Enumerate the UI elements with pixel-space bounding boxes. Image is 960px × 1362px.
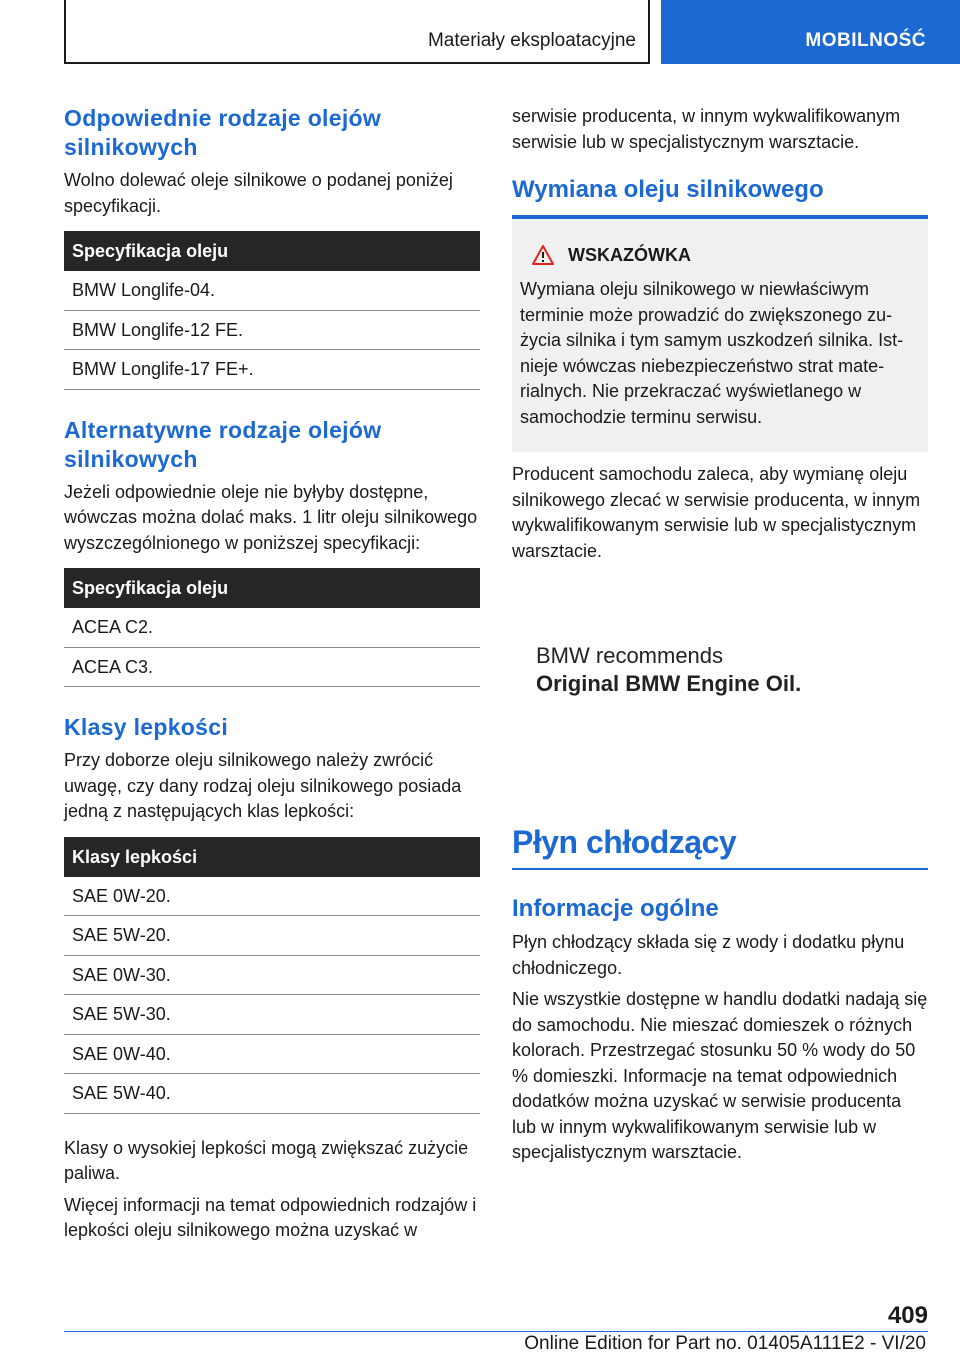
- notice-text: Wymiana oleju silnikowego w niewłaściwym terminie może prowadzić do zwiększonego zużycia silnika i tym samym uszkodzeń silnika. Istnieje wówczas niebezpieczeństwo strat materialnych. Nie przekraczać wyświetlanego w samochodzie terminu serwisu.: [520, 279, 904, 427]
- table-row: SAE 0W-20.: [64, 877, 480, 917]
- page-number: 409: [887, 1302, 928, 1329]
- table-header: Klasy lepkości: [64, 837, 480, 877]
- warning-icon: [532, 245, 554, 265]
- chapter-divider: [512, 868, 928, 870]
- table-header: Specyfikacja oleju: [64, 231, 480, 271]
- table-row: ACEA C3.: [64, 648, 480, 688]
- heading-alternative-oils: Alternatywne rodzaje olejów silnikowych: [64, 416, 382, 472]
- paragraph-manufacturer: Producent samochodu zaleca, aby wymianę oleju silnikowego zlecać w serwisie producenta, w innym wykwalifikowanym serwisie lub w specjalistycznym warsztacie.: [512, 464, 921, 561]
- table-row: BMW Longlife-17 FE+.: [64, 350, 480, 390]
- table-viscosity: [64, 837, 480, 1114]
- banner-line-2: Original BMW Engine Oil.: [536, 671, 802, 696]
- heading-viscosity: Klasy lepkości: [64, 714, 229, 740]
- header-chapter-tab: [661, 0, 960, 64]
- table-row: BMW Longlife-04.: [64, 271, 480, 311]
- bmw-oil-banner: [512, 642, 928, 822]
- table-alternative-spec: [64, 568, 480, 687]
- paragraph-more-info: Więcej informacji na temat odpowiednich rodzajów i lepkości oleju silnikowego można uzyskać w: [64, 1194, 477, 1240]
- paragraph-coolant-2: Nie wszystkie dostępne w handlu dodatki nadają się do samochodu. Nie mieszać domieszek o różnych kolorach. Przestrzegać stosunku 50 % wody do 50 % domieszki. Informacje na temat odpowiednich dodatków można uzyskać w serwisie producenta lub w innym wykwalifikowanym serwisie lub w specjalistycznym warsztacie.: [512, 989, 928, 1162]
- heading-suitable-oils: Odpowiednie rodzaje olejów silnikowych: [64, 105, 382, 160]
- table-header: Specyfikacja oleju: [64, 568, 480, 608]
- table-oil-spec: [64, 231, 480, 390]
- right-column: [512, 104, 928, 1172]
- footer-divider: [64, 1331, 928, 1332]
- paragraph-continued: serwisie producenta, w innym wykwalifikowanym serwisie lub w specjalistycznym warsztacie.: [512, 106, 901, 152]
- header-section-title: Materiały eksploatacyjne: [427, 30, 636, 51]
- paragraph-high-viscosity: Klasy o wysokiej lepkości mogą zwiększać zużycie paliwa.: [64, 1137, 469, 1183]
- notice-title: WSKAZÓWKA: [568, 244, 691, 265]
- table-row: SAE 0W-40.: [64, 1035, 480, 1075]
- paragraph-alternative-oils: Jeżeli odpowiednie oleje nie byłyby dostępne, wówczas można dolać maks. 1 litr oleju silnikowego wyszczególnionego w poniższej specyfikacji:: [64, 481, 478, 553]
- banner-line-1: BMW recommends: [536, 643, 724, 668]
- footer-edition: Online Edition for Part no. 01405A111E2 - VI/20: [524, 1333, 926, 1354]
- paragraph-viscosity: Przy doborze oleju silnikowego należy zwrócić uwagę, czy dany rodzaj oleju silnikowego posiada jedną z następujących klas lepkości:: [64, 750, 462, 821]
- table-row: BMW Longlife-12 FE.: [64, 311, 480, 351]
- header-section-tab: [64, 0, 650, 64]
- table-row: ACEA C2.: [64, 608, 480, 648]
- paragraph-suitable-oils: Wolno dolewać oleje silnikowe o podanej poniżej specyfikacji.: [64, 170, 453, 216]
- header-chapter-title: MOBILNOŚĆ: [805, 30, 926, 51]
- table-row: SAE 0W-30.: [64, 956, 480, 996]
- heading-coolant: Płyn chłodzący: [512, 824, 737, 860]
- left-column: [64, 104, 480, 1250]
- notice-title-row: [520, 241, 918, 269]
- heading-oil-change: Wymiana oleju silnikowego: [512, 176, 824, 203]
- paragraph-coolant-1: Płyn chłodzący składa się z wody i dodatku płynu chłodniczego.: [512, 932, 905, 978]
- table-row: SAE 5W-40.: [64, 1074, 480, 1114]
- notice-box: [512, 219, 928, 452]
- table-row: SAE 5W-30.: [64, 995, 480, 1035]
- table-row: SAE 5W-20.: [64, 916, 480, 956]
- page-header: [0, 0, 960, 66]
- heading-general-info: Informacje ogólne: [512, 895, 719, 922]
